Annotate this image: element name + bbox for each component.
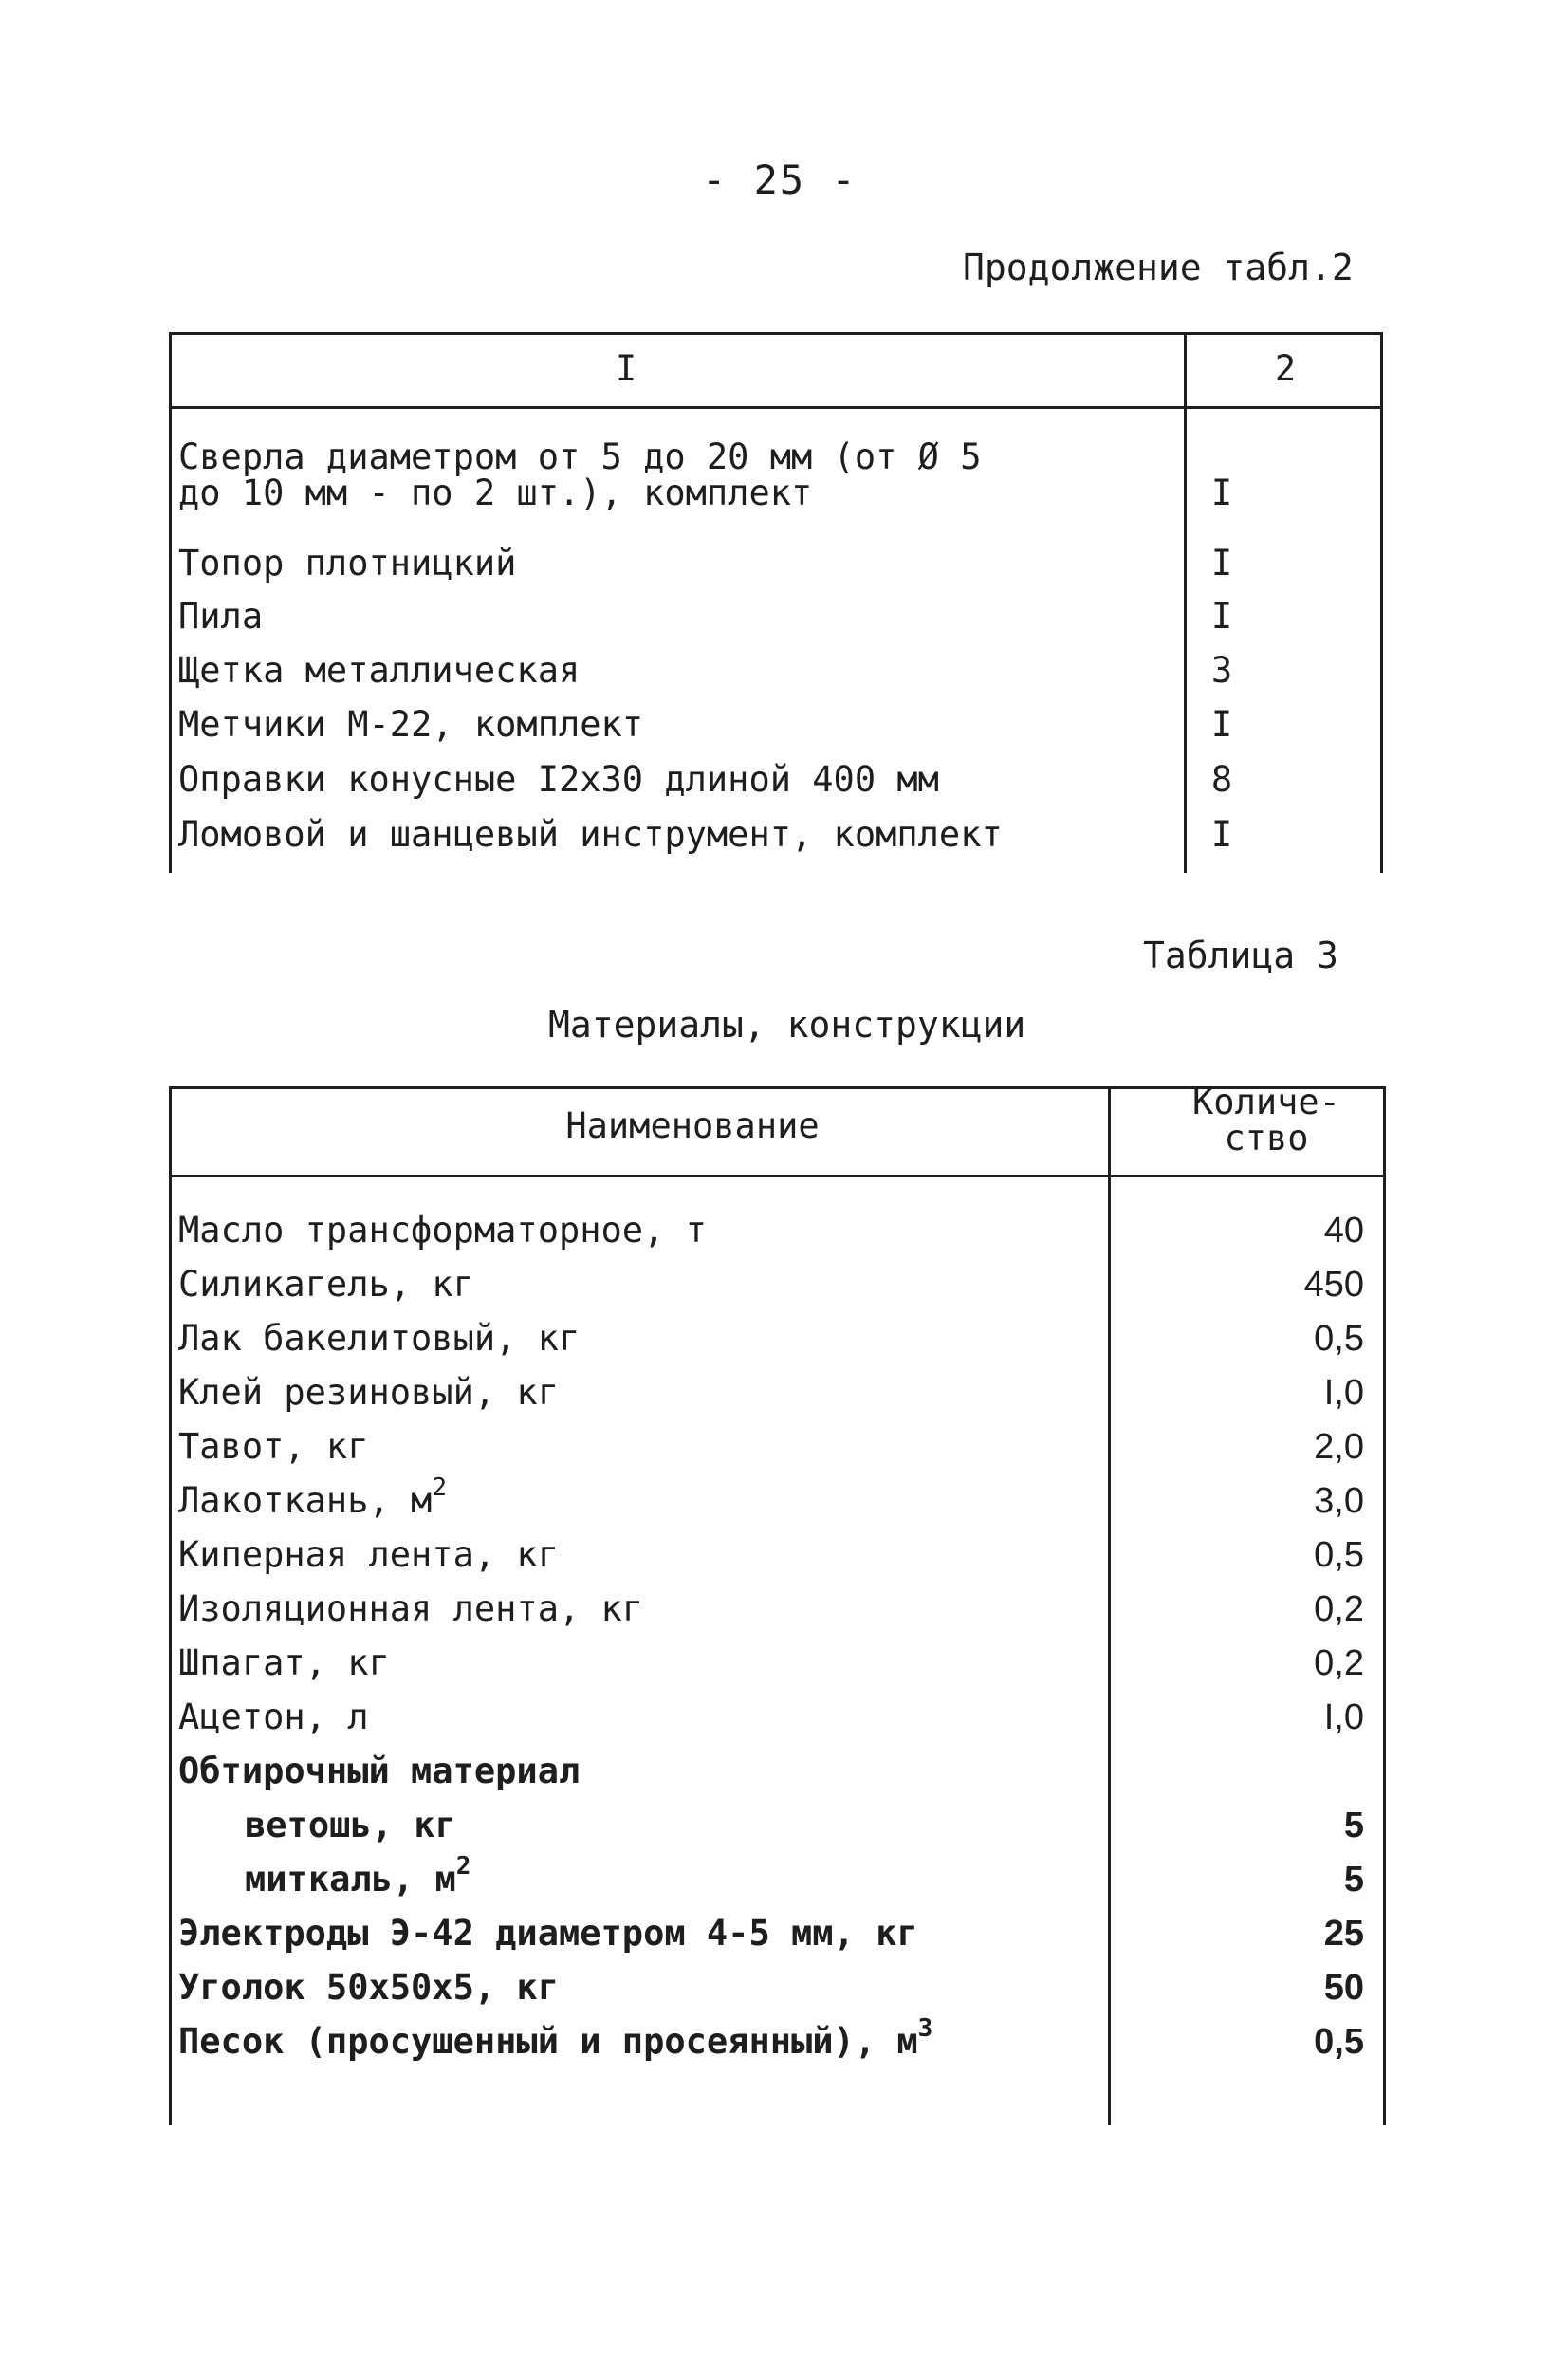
- table2-continuation-label: Продолжение табл.2: [963, 247, 1354, 288]
- row-name: Лак бакелитовый, кг: [178, 1318, 581, 1359]
- row-name-text: Лакоткань, м: [178, 1480, 433, 1521]
- row-name: Ацетон, л: [178, 1696, 369, 1737]
- table3-label: Таблица 3: [1143, 935, 1338, 976]
- row-qty: I: [1210, 473, 1233, 513]
- table-row: [178, 2014, 1383, 2175]
- row-qty: 3,0: [1314, 1481, 1364, 1521]
- row-qty: 2,0: [1314, 1427, 1364, 1467]
- row-qty: 3: [1210, 650, 1233, 691]
- row-name: Уголок 50х50х5, кг: [178, 1967, 559, 2008]
- row-name: Электроды Э-42 диаметром 4-5 мм, кг: [178, 1913, 918, 1954]
- table3-header-qty-line1: Количе-: [1192, 1082, 1340, 1122]
- row-name-superscript: 3: [917, 2014, 933, 2043]
- row-name: до 10 мм - по 2 шт.), комплект: [178, 473, 813, 513]
- row-name-superscript: 2: [455, 1852, 471, 1881]
- row-name: [178, 1474, 447, 1521]
- row-qty: 50: [1323, 1968, 1364, 2008]
- row-qty: 0,5: [1314, 1319, 1364, 1359]
- row-name: Клей резиновый, кг: [178, 1372, 559, 1413]
- table3-header-qty-line2: ство: [1224, 1118, 1309, 1158]
- row-name-text: миткаль, м: [245, 1859, 456, 1900]
- row-qty: 450: [1303, 1265, 1364, 1305]
- row-name: Силикагель, кг: [178, 1264, 474, 1305]
- row-name: Щетка металлическая: [178, 650, 581, 691]
- table3-header-name: Наименование: [565, 1105, 820, 1146]
- row-qty: 0,2: [1314, 1643, 1364, 1683]
- row-name: Пила: [178, 596, 264, 637]
- row-name: ветошь, кг: [245, 1805, 456, 1845]
- table3-title: Материалы, конструкции: [548, 1004, 1026, 1046]
- row-name: [178, 2014, 933, 2062]
- row-qty: 40: [1323, 1211, 1364, 1251]
- row-name: Метчики М-22, комплект: [178, 704, 644, 745]
- row-name: Обтирочный материал: [178, 1751, 581, 1791]
- row-qty: 0,2: [1314, 1589, 1364, 1629]
- row-name: Масло трансформаторное, т: [178, 1210, 707, 1251]
- row-qty: 5: [1343, 1806, 1364, 1845]
- row-qty: I,0: [1323, 1373, 1364, 1413]
- row-qty: 5: [1343, 1860, 1364, 1900]
- row-qty: 0,5: [1314, 1535, 1364, 1575]
- row-name: Оправки конусные I2х30 длиной 400 мм: [178, 759, 939, 800]
- row-qty: I: [1210, 814, 1233, 855]
- row-name: Тавот, кг: [178, 1426, 369, 1467]
- row-qty: I: [1210, 596, 1233, 637]
- row-name: Сверла диаметром от 5 до 20 мм (от Ø 5: [178, 436, 982, 477]
- row-name-superscript: 2: [432, 1474, 447, 1502]
- row-name: Ломовой и шанцевый инструмент, комплект: [178, 814, 1003, 855]
- row-name: Шпагат, кг: [178, 1642, 390, 1683]
- row-name: Изоляционная лента, кг: [178, 1588, 644, 1629]
- row-qty: 25: [1323, 1914, 1364, 1954]
- page-number: - 25 -: [702, 157, 858, 203]
- row-name: [245, 1852, 471, 1900]
- table2-header-col1: I: [615, 348, 637, 389]
- row-name: Топор плотницкий: [178, 543, 517, 584]
- row-qty: 0,5: [1314, 2022, 1364, 2062]
- row-qty: I,0: [1323, 1697, 1364, 1737]
- table2-header-col2: 2: [1274, 348, 1297, 389]
- row-qty: I: [1210, 704, 1233, 745]
- row-qty: 8: [1210, 759, 1233, 800]
- row-name-text: Песок (просушенный и просеянный), м: [178, 2021, 918, 2062]
- row-qty: I: [1210, 543, 1233, 584]
- row-name: Киперная лента, кг: [178, 1534, 559, 1575]
